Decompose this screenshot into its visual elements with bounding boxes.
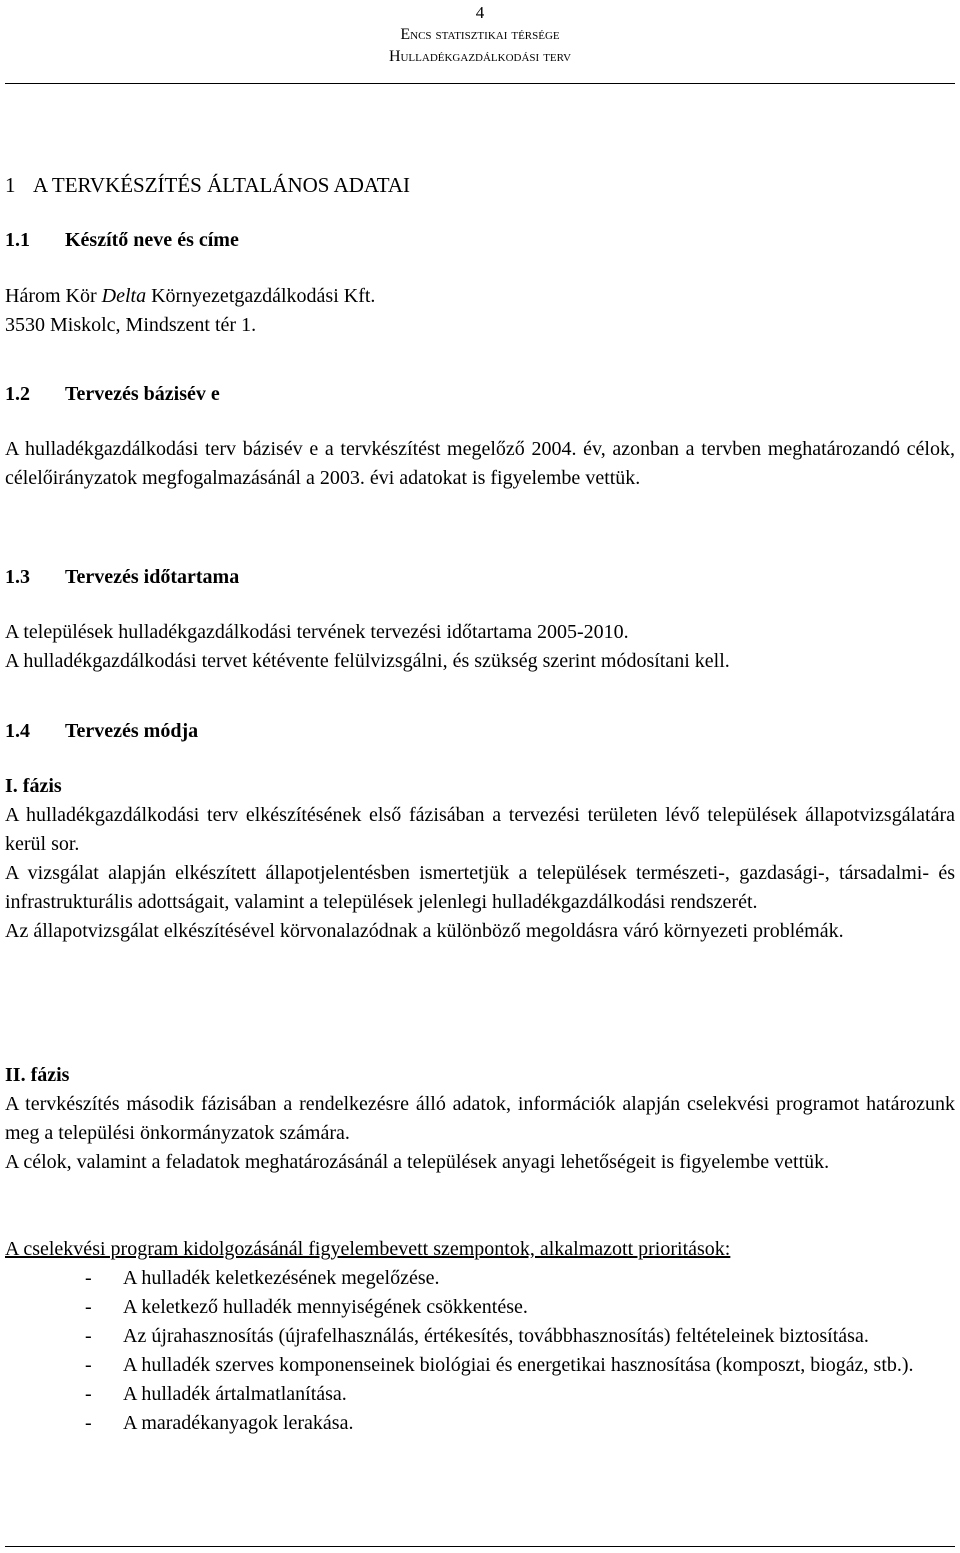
subsection-number: 1.4	[5, 720, 30, 742]
header-line-1: Encs statisztikai térsége	[400, 26, 560, 43]
subsection-title: Tervezés módja	[65, 720, 199, 742]
author-name-italic: Delta	[101, 285, 147, 307]
phase-2-block	[5, 1061, 955, 1177]
subsection-heading-1-2	[5, 380, 220, 409]
list-item-text: A hulladék szerves komponenseinek biológiai és energetikai hasznosítása (komposzt, biogáz, stb.).	[123, 1354, 914, 1376]
phase-2-title: II. fázis	[5, 1064, 70, 1086]
footer-rule	[5, 1546, 955, 1547]
author-name-suffix: Környezetgazdálkodási Kft.	[146, 285, 376, 307]
phase-1-paragraph-3: Az állapotvizsgálat elkészítésével körvonalazódnak a különböző megoldásra váró környezeti problémák.	[5, 920, 844, 942]
duration-paragraph	[5, 618, 955, 676]
subsection-title: Tervezés bázisév e	[65, 383, 220, 405]
subsection-title: Tervezés időtartama	[65, 566, 240, 588]
list-item	[5, 1293, 955, 1322]
subsection-number: 1.1	[5, 229, 30, 251]
phase-2-paragraph-1: A tervkészítés második fázisában a rendelkezésre álló adatok, információk alapján cselekvési programot határozunk meg a települési önkormányzatok számára.	[5, 1093, 955, 1144]
author-name	[5, 282, 955, 311]
page-header	[5, 0, 955, 68]
priorities-list	[5, 1264, 955, 1438]
phase-1-paragraph-1: A hulladékgazdálkodási terv elkészítésének első fázisában a tervezési területen lévő települések állapotvizsgálatára kerül sor.	[5, 804, 955, 855]
list-item	[5, 1322, 955, 1351]
phase-1-paragraph-2: A vizsgálat alapján elkészített állapotjelentésben ismertetjük a települések természeti-, gazdasági-, társadalmi- és infrastrukturális adottságait, valamint a települések jelenlegi hulladékgazdálkodási rendszerét.	[5, 862, 955, 913]
header-rule	[5, 83, 955, 84]
duration-line-2: A hulladékgazdálkodási tervet kétévente felülvizsgálni, és szükség szerint módosítani kell.	[5, 650, 730, 672]
list-item-text: Az újrahasznosítás (újrafelhasználás, értékesítés, továbbhasznosítás) feltételeinek biztosítása.	[123, 1325, 869, 1347]
priorities-title: A cselekvési program kidolgozásánál figyelembevett szempontok, alkalmazott prioritások:	[5, 1238, 731, 1260]
header-line-2: Hulladékgazdálkodási terv	[388, 48, 572, 65]
phase-2-paragraph-2: A célok, valamint a feladatok meghatározásánál a települések anyagi lehetőségeit is figyelembe vettük.	[5, 1151, 830, 1173]
dash-bullet: -	[85, 1325, 92, 1347]
dash-bullet: -	[85, 1267, 92, 1289]
subsection-heading-1-3	[5, 563, 239, 592]
section-number: 1	[5, 173, 16, 197]
base-year-text: A hulladékgazdálkodási terv bázisév e a tervkészítést megelőző 2004. év, azonban a tervben meghatározandó célok, célelőirányzatok megfogalmazásánál a 2003. évi adatokat is figyelembe vettük.	[5, 438, 955, 489]
phase-1-block	[5, 772, 955, 946]
dash-bullet: -	[85, 1296, 92, 1318]
list-item	[5, 1264, 955, 1293]
list-item-text: A keletkező hulladék mennyiségének csökkentése.	[123, 1296, 528, 1318]
duration-line-1: A települések hulladékgazdálkodási tervének tervezési időtartama 2005-2010.	[5, 621, 629, 643]
phase-1-title: I. fázis	[5, 775, 62, 797]
list-item	[5, 1351, 955, 1380]
list-item	[5, 1380, 955, 1409]
subsection-title: Készítő neve és címe	[65, 229, 239, 251]
priorities-block	[5, 1235, 955, 1438]
list-item	[5, 1409, 955, 1438]
dash-bullet: -	[85, 1412, 92, 1434]
document-page	[5, 0, 955, 1434]
author-name-prefix: Három Kör	[5, 285, 102, 307]
dash-bullet: -	[85, 1354, 92, 1376]
page-number: 4	[475, 3, 485, 22]
subsection-heading-1-1	[5, 226, 239, 255]
section-heading-1	[5, 171, 410, 200]
subsection-heading-1-4	[5, 717, 198, 746]
author-address-line: 3530 Miskolc, Mindszent tér 1.	[5, 314, 257, 336]
base-year-paragraph	[5, 435, 955, 493]
subsection-number: 1.3	[5, 566, 30, 588]
author-address	[5, 282, 955, 340]
dash-bullet: -	[85, 1383, 92, 1405]
list-item-text: A hulladék ártalmatlanítása.	[123, 1383, 347, 1405]
list-item-text: A maradékanyagok lerakása.	[123, 1412, 354, 1434]
list-item-text: A hulladék keletkezésének megelőzése.	[123, 1267, 440, 1289]
subsection-number: 1.2	[5, 383, 30, 405]
section-title: A TERVKÉSZÍTÉS ÁLTALÁNOS ADATAI	[33, 173, 411, 197]
